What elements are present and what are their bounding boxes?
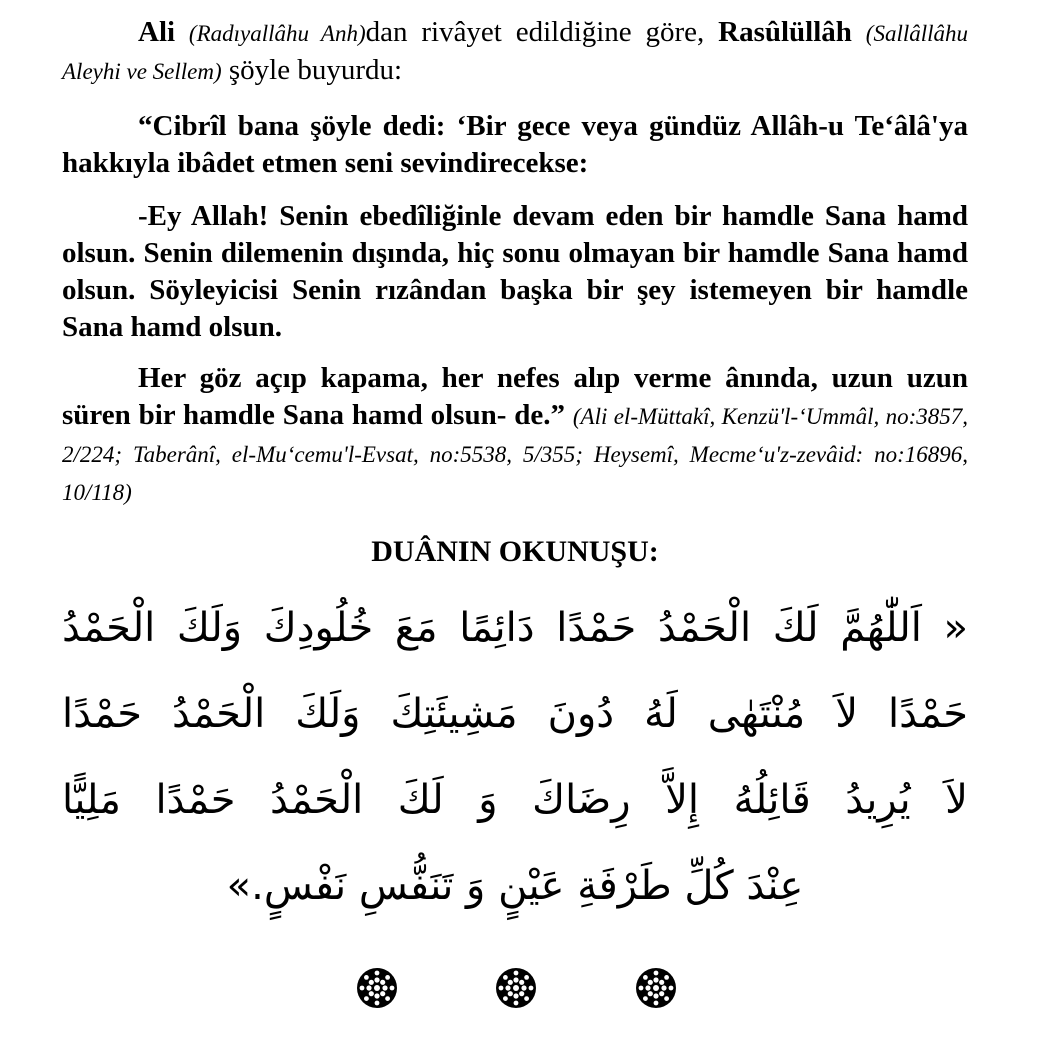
closing-text: Her göz açıp kapama, her nefes alıp verme ânında, uzun uzun süren bir hamdle Sana hamd olsun- de.” [62, 362, 968, 431]
name-prophet: Rasûlüllâh [718, 16, 852, 48]
arabic-line-4: عِنْدَ كُلِّ طَرْفَةِ عَيْنٍ وَ تَنَفُّسِ نَفْسٍ.» [226, 863, 804, 909]
paragraph-closing [62, 360, 968, 511]
rosette-ornament-icon [634, 966, 678, 1010]
narration-text-end: şöyle buyurdu: [228, 54, 403, 86]
arabic-line-2: حَمْدًا لاَ مُنْتَهٰى لَهُ دُونَ مَشِيئَتِكَ وَلَكَ الْحَمْدُ حَمْدًا [62, 691, 968, 737]
paragraph-gabriel-quote: “Cibrîl bana şöyle dedi: ‘Bir gece veya gündüz Allâh-u Te‘âlâ'ya hakkıyla ibâdet etmen seni sevindirecekse: [62, 110, 968, 179]
honorific-ali: (Radıyallâhu Anh) [188, 21, 366, 46]
narration-text: dan rivâyet edildiğine göre, [365, 16, 705, 48]
paragraph-praise: -Ey Allah! Senin ebedîliğinle devam eden bir hamdle Sana hamd olsun. Senin dilemenin dışında, hiç sonu olmayan bir hamdle Sana hamd olsun. Söyleyicisi Senin rızândan başka bir şey istemeyen bir hamdle Sana hamd olsun. [62, 200, 968, 343]
arabic-line-1: « اَللّٰهُمَّ لَكَ الْحَمْدُ حَمْدًا دَائِمًا مَعَ خُلُودِكَ وَلَكَ الْحَمْدُ [62, 605, 968, 651]
honorific-prophet: (Sallâllâhu Aleyhi ve Sellem) [62, 21, 969, 84]
paragraph-narration-intro [62, 14, 968, 90]
document-page [62, 14, 968, 929]
citation: (Ali el-Müttakî, Kenzü'l-‘Ummâl, no:3857, 2/224; Taberânî, el-Mu‘cemu'l-Evsat, no:5538, 5/355; Heysemî, Mecme‘u'z-zevâid: no:16896, 10/118) [62, 404, 969, 505]
rosette-ornament-icon [494, 966, 538, 1010]
name-ali: Ali [138, 16, 176, 48]
rosette-ornament-icon [355, 966, 399, 1010]
section-heading: DUÂNIN OKUNUŞU: [371, 535, 659, 568]
ornament-divider [0, 966, 1040, 1014]
arabic-line-3: لاَ يُرِيدُ قَائِلُهُ إِلاَّ رِضَاكَ وَ لَكَ الْحَمْدُ حَمْدًا مَلِيًّا [62, 777, 968, 823]
arabic-prayer [62, 585, 968, 929]
